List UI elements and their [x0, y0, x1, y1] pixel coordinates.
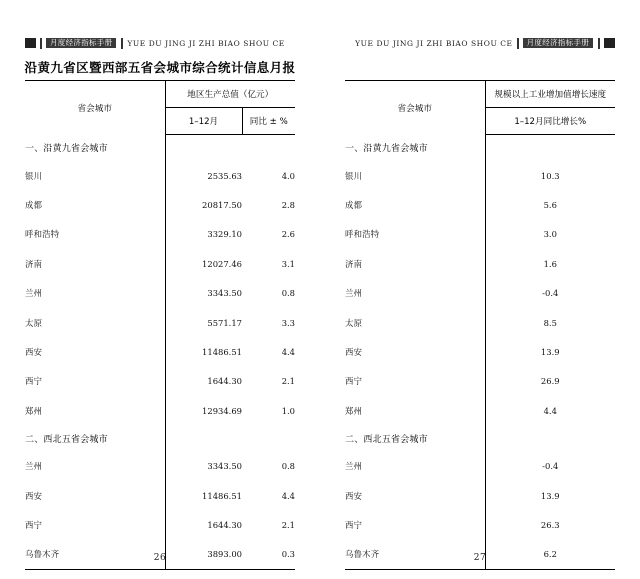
table-row: [345, 367, 615, 396]
row-city-name: 太原: [25, 308, 165, 337]
row-city-name: 郑州: [345, 396, 485, 425]
section-header-row: [345, 135, 615, 162]
row-industrial-growth: 13.9: [540, 490, 560, 501]
running-head-chip-label: 月度经济指标手册: [523, 38, 593, 49]
row-gdp-value: 3329.10: [207, 229, 242, 240]
column-header-stub: 省会城市: [25, 81, 165, 135]
row-industrial-growth: -0.4: [542, 461, 559, 472]
row-industrial-growth: 1.6: [543, 258, 557, 269]
section-spacer: [242, 426, 295, 452]
section-label: 一、沿黄九省会城市: [25, 135, 165, 162]
left-table-wrapper: [25, 80, 295, 570]
row-city-name: 兰州: [25, 279, 165, 308]
row-city-name: 成都: [345, 190, 485, 219]
column-header-yoy: 同比 ± %: [242, 108, 295, 135]
row-gdp-value: 5571.17: [207, 317, 242, 328]
row-city-name: 西宁: [345, 367, 485, 396]
running-head-pinyin: YUE DU JING JI ZHI BIAO SHOU CE: [127, 38, 285, 48]
table-row: [345, 510, 615, 539]
row-city-name: 兰州: [25, 452, 165, 481]
column-header-group: 规模以上工业增加值增长速度: [485, 81, 615, 108]
page-title: 沿黄九省区暨西部五省会城市综合统计信息月报: [24, 60, 296, 75]
page-number-left: 26: [153, 553, 167, 563]
row-city-name: 西安: [25, 337, 165, 366]
decorative-square-icon: [604, 38, 615, 48]
section-spacer: [485, 426, 615, 452]
gdp-table: [25, 80, 295, 570]
row-city-name: 兰州: [345, 279, 485, 308]
table-row: [345, 161, 615, 190]
row-city-name: 济南: [25, 249, 165, 278]
table-row: [25, 190, 295, 219]
section-header-row: [25, 135, 295, 162]
row-gdp-growth: 4.4: [281, 490, 296, 501]
table-row: [25, 337, 295, 366]
running-head-right: [355, 36, 615, 50]
table-header-row: [25, 81, 295, 108]
row-city-name: 西安: [345, 337, 485, 366]
row-gdp-value: 3343.50: [207, 288, 242, 299]
table-row: [25, 452, 295, 481]
decorative-bar-icon: [40, 38, 42, 49]
page-number-right: 27: [473, 553, 487, 563]
table-row: [25, 308, 295, 337]
row-gdp-value: 20817.50: [202, 200, 242, 211]
row-industrial-growth: 4.4: [543, 405, 557, 416]
row-city-name: 西宁: [25, 367, 165, 396]
table-row: [345, 279, 615, 308]
row-gdp-growth: 0.8: [281, 288, 296, 299]
section-spacer: [242, 135, 295, 162]
row-gdp-value: 12934.69: [202, 405, 242, 416]
row-gdp-value: 2535.63: [207, 170, 242, 181]
row-industrial-growth: 26.9: [540, 376, 560, 387]
row-industrial-growth: 26.3: [540, 519, 560, 530]
column-header-stub: 省会城市: [345, 81, 485, 135]
decorative-bar-icon: [517, 38, 519, 49]
right-table-wrapper: [345, 80, 615, 570]
row-gdp-growth: 1.0: [281, 405, 296, 416]
right-page: [320, 0, 640, 579]
row-gdp-growth: 2.1: [281, 519, 296, 530]
row-industrial-growth: 8.5: [543, 317, 557, 328]
section-header-row: [25, 426, 295, 452]
row-city-name: 乌鲁木齐: [345, 540, 485, 570]
table-row: [25, 279, 295, 308]
table-row: [345, 452, 615, 481]
section-header-row: [345, 426, 615, 452]
row-city-name: 乌鲁木齐: [25, 540, 165, 570]
row-city-name: 西安: [25, 481, 165, 510]
row-city-name: 西安: [345, 481, 485, 510]
row-gdp-growth: 4.0: [281, 170, 296, 181]
row-city-name: 兰州: [345, 452, 485, 481]
table-row: [25, 396, 295, 425]
industrial-growth-table: [345, 80, 615, 570]
row-industrial-growth: 6.2: [485, 540, 615, 570]
row-gdp-growth: 3.3: [281, 317, 296, 328]
row-gdp-value: 12027.46: [202, 258, 242, 269]
table-row: [25, 367, 295, 396]
column-header-period: 1–12月同比增长%: [485, 108, 615, 135]
table-header-row: [345, 81, 615, 108]
row-city-name: 成都: [25, 190, 165, 219]
table-row: [25, 220, 295, 249]
row-gdp-growth: 0.3: [242, 540, 295, 570]
row-gdp-value: 3343.50: [207, 461, 242, 472]
row-city-name: 呼和浩特: [25, 220, 165, 249]
section-spacer: [165, 135, 242, 162]
row-city-name: 银川: [345, 161, 485, 190]
row-city-name: 西宁: [345, 510, 485, 539]
running-head-chip-label: 月度经济指标手册: [46, 38, 116, 49]
row-industrial-growth: -0.4: [542, 288, 559, 299]
column-header-group: 地区生产总值（亿元）: [165, 81, 295, 108]
table-row: [25, 161, 295, 190]
table-row: [25, 510, 295, 539]
row-city-name: 济南: [345, 249, 485, 278]
row-industrial-growth: 13.9: [540, 347, 560, 358]
row-gdp-growth: 0.8: [281, 461, 296, 472]
row-city-name: 呼和浩特: [345, 220, 485, 249]
row-city-name: 西宁: [25, 510, 165, 539]
row-gdp-value: 11486.51: [202, 490, 242, 501]
row-city-name: 银川: [25, 161, 165, 190]
table-row: [25, 249, 295, 278]
table-row: [345, 308, 615, 337]
row-industrial-growth: 3.0: [543, 229, 557, 240]
table-row: [345, 249, 615, 278]
row-gdp-growth: 2.8: [281, 200, 296, 211]
row-city-name: 郑州: [25, 396, 165, 425]
section-label: 一、沿黄九省会城市: [345, 135, 485, 162]
row-gdp-growth: 2.6: [281, 229, 296, 240]
row-industrial-growth: 10.3: [540, 170, 560, 181]
row-city-name: 太原: [345, 308, 485, 337]
section-label: 二、西北五省会城市: [345, 426, 485, 452]
row-gdp-value: 11486.51: [202, 347, 242, 358]
row-gdp-growth: 2.1: [281, 376, 296, 387]
row-gdp-value: 3893.00: [165, 540, 242, 570]
table-row: [345, 190, 615, 219]
row-gdp-growth: 3.1: [281, 258, 296, 269]
section-spacer: [485, 135, 615, 162]
table-row: [25, 481, 295, 510]
column-header-period: 1–12月: [165, 108, 242, 135]
running-head-pinyin: YUE DU JING JI ZHI BIAO SHOU CE: [355, 38, 513, 48]
decorative-bar-icon: [598, 38, 600, 49]
section-spacer: [165, 426, 242, 452]
table-row: [345, 220, 615, 249]
row-gdp-value: 1644.30: [207, 376, 242, 387]
table-row: [345, 337, 615, 366]
row-gdp-growth: 4.4: [281, 347, 296, 358]
table-row: [345, 396, 615, 425]
decorative-square-icon: [25, 38, 36, 48]
running-head-left: [25, 36, 285, 50]
table-row: [345, 481, 615, 510]
decorative-bar-icon: [121, 38, 123, 49]
row-gdp-value: 1644.30: [207, 519, 242, 530]
row-industrial-growth: 5.6: [543, 200, 557, 211]
section-label: 二、西北五省会城市: [25, 426, 165, 452]
